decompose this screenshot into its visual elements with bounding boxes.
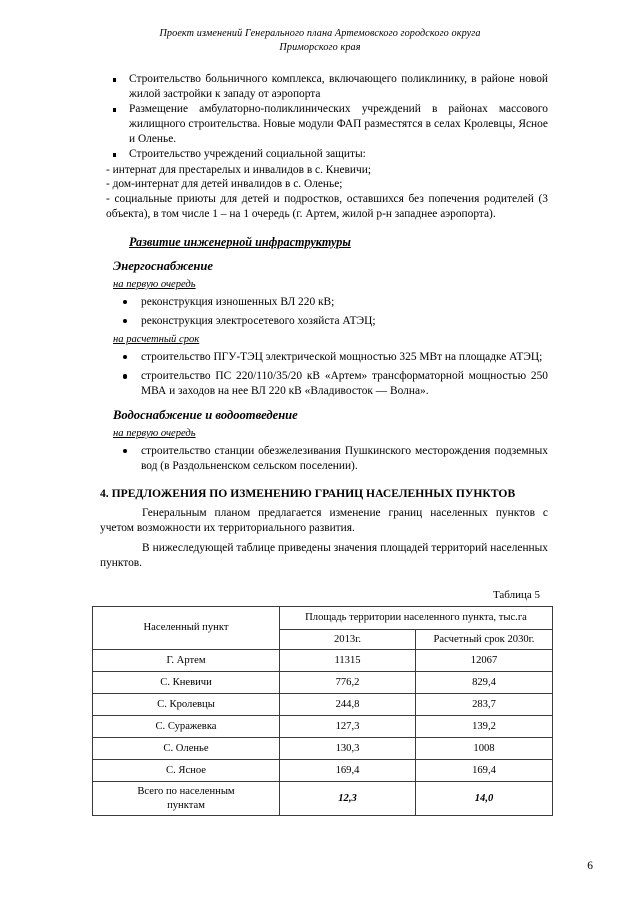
cell-settlement-name: С. Кневичи <box>93 672 280 694</box>
heading-infrastructure: Развитие инженерной инфраструктуры <box>129 234 351 249</box>
cell-area-2030: 169,4 <box>416 760 553 782</box>
section-4-paragraph-1: Генеральным планом предлагается изменение границ населенных пунктов с учетом возможности их территориального развития. <box>100 506 548 534</box>
table-row <box>93 716 553 738</box>
energy-stage-first-list <box>100 295 548 329</box>
cell-total-label <box>93 782 280 816</box>
cell-total-2013: 12,3 <box>280 782 416 816</box>
table-row <box>93 694 553 716</box>
social-sub-item-3: - социальные приюты для детей и подростков, оставшихся без попечения родителей (3 объекта), в том числе 1 – на 1 очередь (г. Артем, жилой р-н западнее аэропорта). <box>106 193 548 221</box>
heading-water-supply: Водоснабжение и водоотведение <box>113 408 298 423</box>
table-row <box>93 672 553 694</box>
list-item: Строительство учреждений социальной защиты: <box>100 147 548 162</box>
social-facilities-list <box>100 72 548 162</box>
social-sub-item-1: - интернат для престарелых и инвалидов в с. Кневичи; <box>106 163 372 176</box>
table-header-cell-name: Населенный пункт <box>93 607 280 650</box>
table-header-cell-group: Площадь территории населенного пункта, тыс.га <box>280 607 553 630</box>
list-item: реконструкция электросетевого хозяйста АТЭЦ; <box>100 314 548 329</box>
table-header-cell-2013: 2013г. <box>280 629 416 650</box>
settlement-areas-table <box>92 606 553 816</box>
water-stage-first-list <box>100 444 548 474</box>
running-header-line-1: Проект изменений Генерального плана Артемовского городского округа <box>159 28 481 39</box>
list-item: реконструкция изношенных ВЛ 220 кВ; <box>100 295 548 310</box>
cell-area-2030: 12067 <box>416 650 553 672</box>
cell-total-label-line-2: пунктам <box>167 799 205 811</box>
cell-area-2013: 169,4 <box>280 760 416 782</box>
social-sub-item-2: - дом-интернат для детей инвалидов в с. Оленье; <box>106 178 343 191</box>
table-caption: Таблица 5 <box>492 589 540 602</box>
table-row <box>93 738 553 760</box>
list-item: строительство ПС 220/110/35/20 кВ «Артем» трансформаторной мощностью 250 МВА и заходов на нее ВЛ 220 кВ «Владивосток — Волна». <box>100 369 548 399</box>
list-item: строительство станции обезжелезивания Пушкинского месторождения подземных вод (в Раздольненском сельском поселении). <box>100 444 548 474</box>
cell-area-2030: 829,4 <box>416 672 553 694</box>
cell-settlement-name: С. Суражевка <box>93 716 280 738</box>
cell-settlement-name: Г. Артем <box>93 650 280 672</box>
cell-settlement-name: С. Оленье <box>93 738 280 760</box>
label-energy-stage-design: на расчетный срок <box>113 334 200 346</box>
cell-total-2030: 14,0 <box>416 782 553 816</box>
cell-settlement-name: С. Кролевцы <box>93 694 280 716</box>
cell-area-2013: 130,3 <box>280 738 416 760</box>
cell-area-2030: 1008 <box>416 738 553 760</box>
table-header-cell-2030: Расчетный срок 2030г. <box>416 629 553 650</box>
heading-section-4: 4. ПРЕДЛОЖЕНИЯ ПО ИЗМЕНЕНИЮ ГРАНИЦ НАСЕЛЕННЫХ ПУНКТОВ <box>100 486 516 500</box>
running-header <box>0 0 640 55</box>
energy-stage-design-list <box>100 350 548 399</box>
label-energy-stage-first: на первую очередь <box>113 278 196 290</box>
page-number: 6 <box>587 860 593 872</box>
cell-total-label-line-1: Всего по населенным <box>137 786 235 798</box>
running-header-line-2: Приморского края <box>279 42 361 54</box>
table-header-row-1 <box>93 607 553 630</box>
table-row <box>93 760 553 782</box>
table-row <box>93 650 553 672</box>
cell-area-2013: 776,2 <box>280 672 416 694</box>
label-water-stage-first: на первую очередь <box>113 428 196 440</box>
list-item: Строительство больничного комплекса, включающего поликлинику, в районе новой жилой застройки к западу от аэропорта <box>100 72 548 102</box>
cell-area-2013: 127,3 <box>280 716 416 738</box>
cell-settlement-name: С. Ясное <box>93 760 280 782</box>
document-content <box>92 55 548 816</box>
table-total-row <box>93 782 553 816</box>
cell-area-2030: 139,2 <box>416 716 553 738</box>
cell-area-2013: 244,8 <box>280 694 416 716</box>
list-item: строительство ПГУ-ТЭЦ электрической мощностью 325 МВт на площадке АТЭЦ; <box>100 350 548 365</box>
cell-area-2013: 11315 <box>280 650 416 672</box>
list-item: Размещение амбулаторно-поликлинических учреждений в районах массового жилищного строительства. Новые модули ФАП разместятся в селах Кролевцы, Ясное и Оленье. <box>100 102 548 146</box>
cell-area-2030: 283,7 <box>416 694 553 716</box>
section-4-paragraph-2: В нижеследующей таблице приведены значения площадей территорий населенных пунктов. <box>100 542 548 570</box>
heading-energy-supply: Энергоснабжение <box>113 258 214 273</box>
